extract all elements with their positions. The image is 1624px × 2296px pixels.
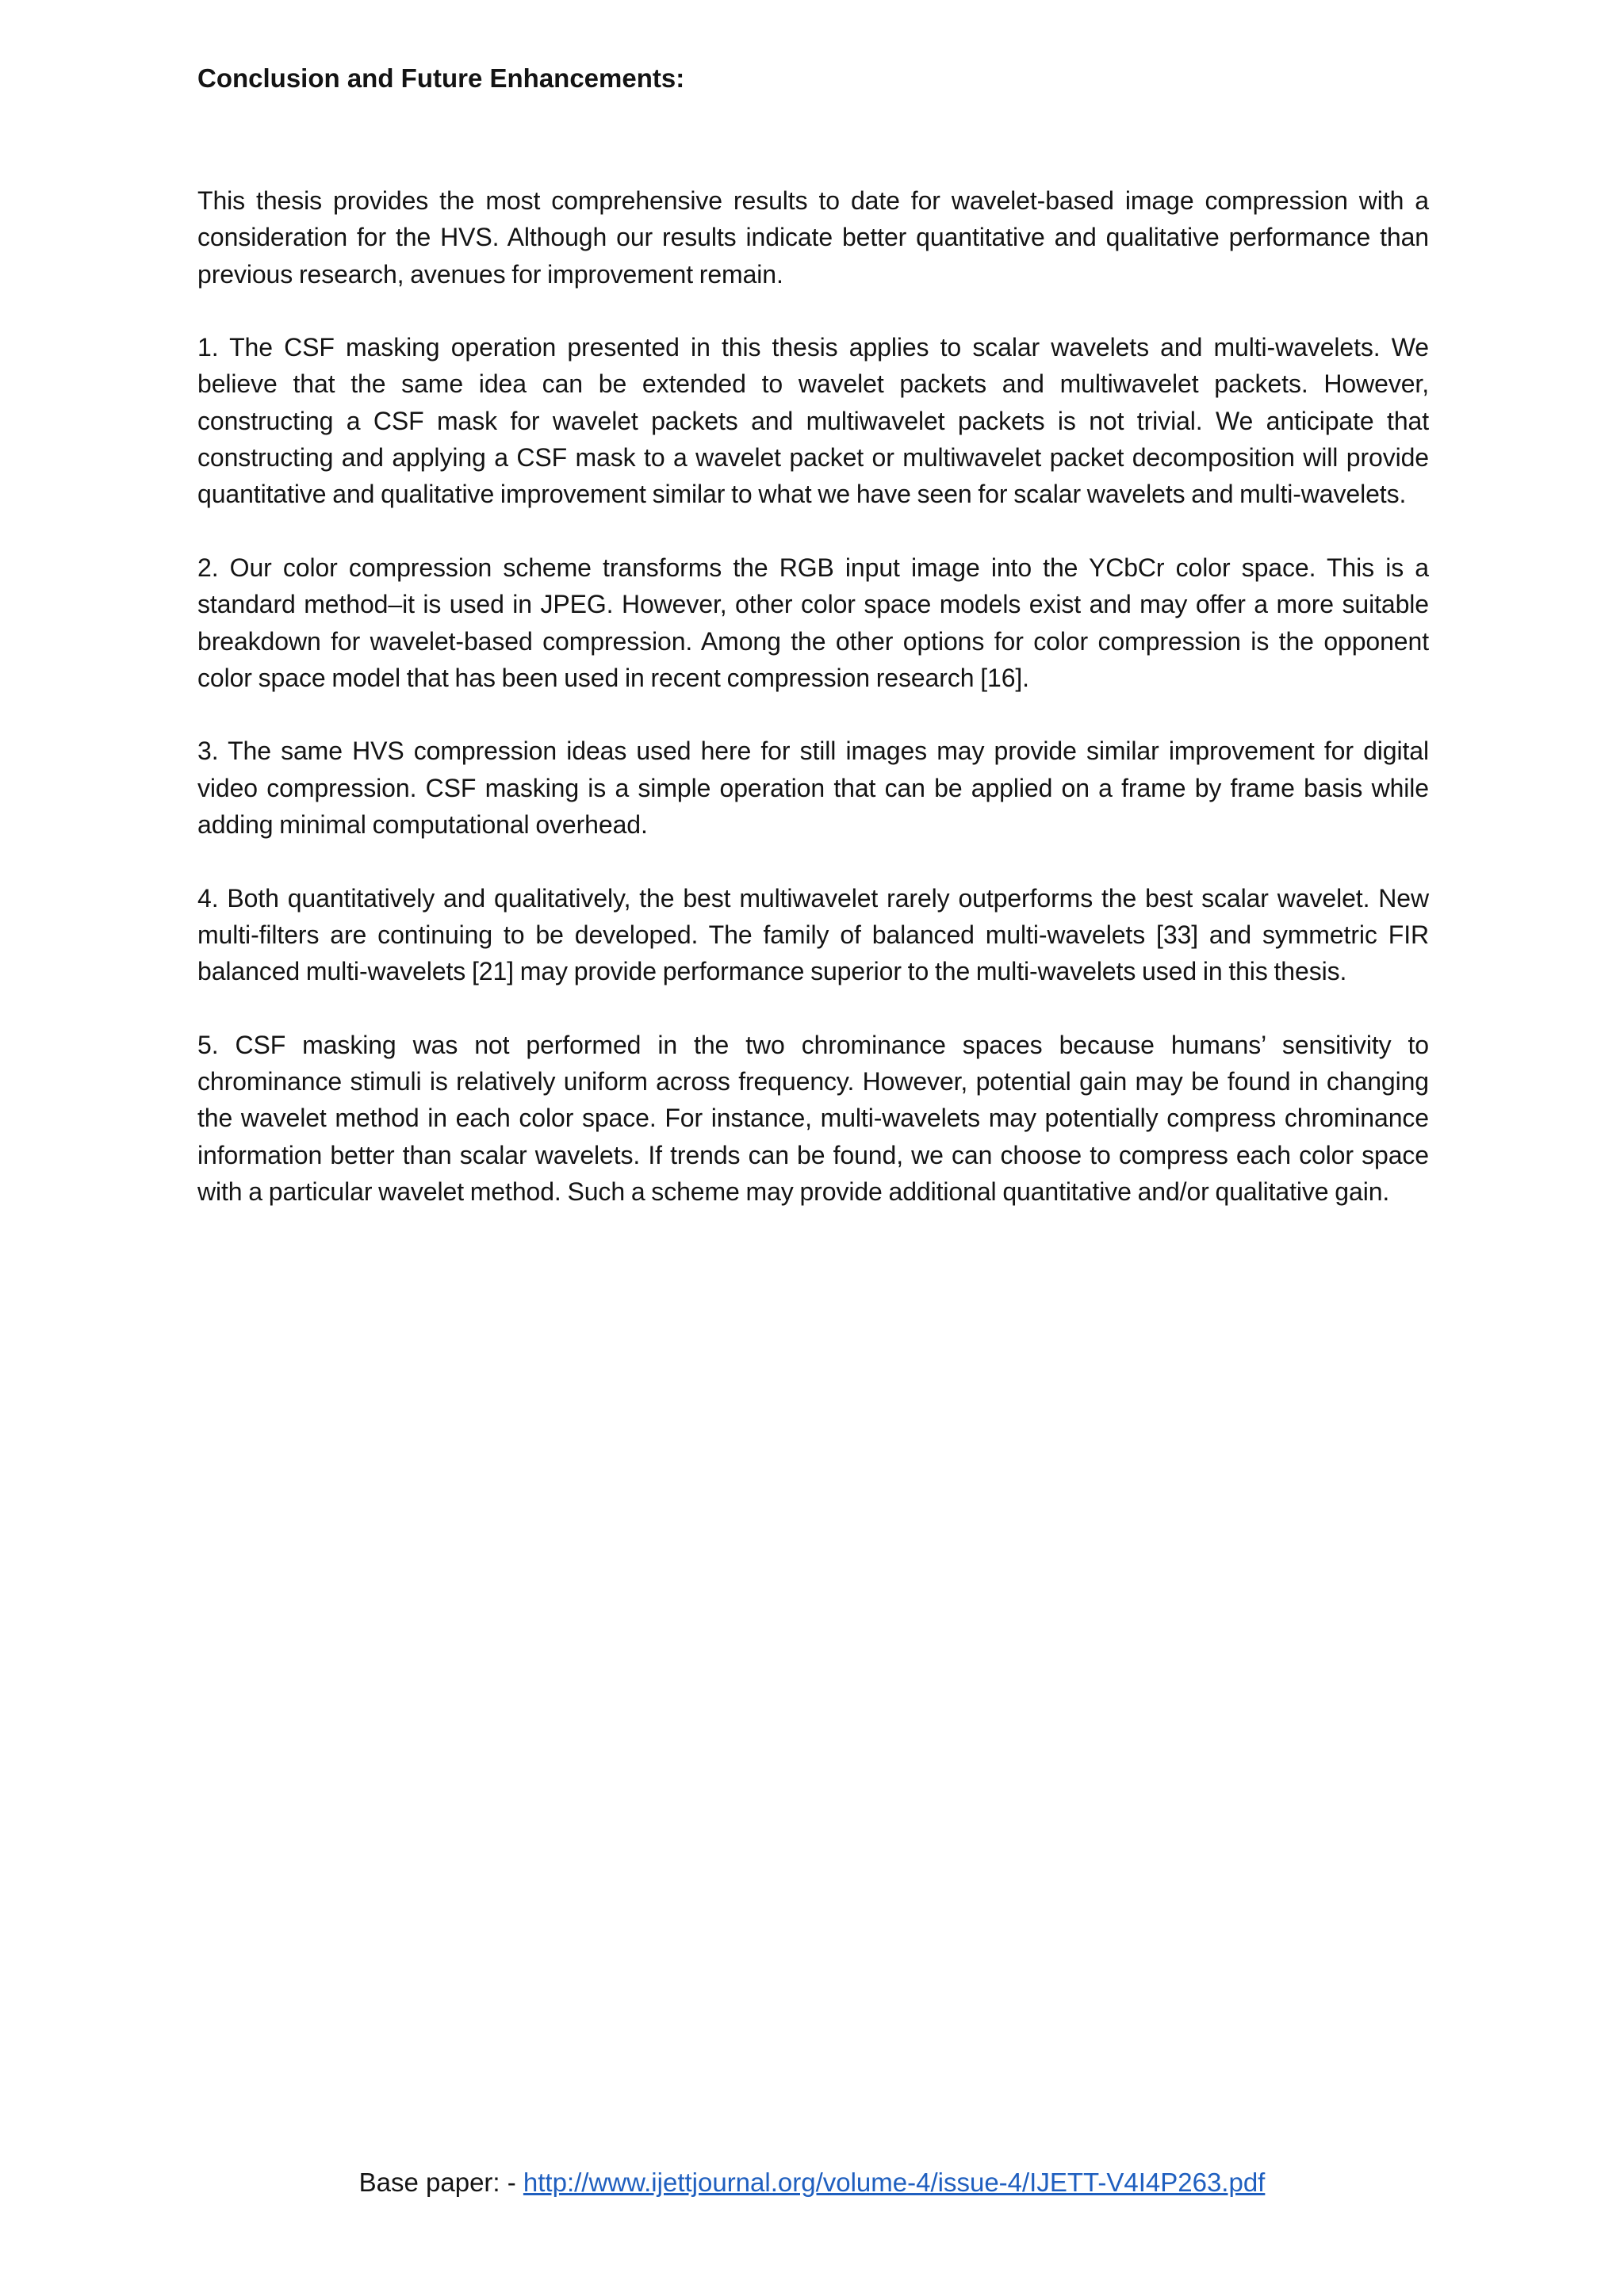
intro-paragraph: This thesis provides the most comprehensive results to date for wavelet-based image compression with a consideration for the HVS. Although our results indicate better quantitative and qualitative performance than previous research, avenues for improvement remain.	[197, 186, 1429, 289]
body-text	[197, 182, 1429, 1247]
enhancement-item-1: 1. The CSF masking operation presented in this thesis applies to scalar wavelets and multi-wavelets. We believe that the same idea can be extended to wavelet packets and multiwavelet packets. However, constructing a CSF mask for wavelet packets and multiwavelet packets is not trivial. We anticipate that constructing and applying a CSF mask to a wavelet packet or multiwavelet packet decomposition will provide quantitative and qualitative improvement similar to what we have seen for scalar wavelets and multi-wavelets.	[197, 333, 1429, 509]
enhancement-item-4: 4. Both quantitatively and qualitatively, the best multiwavelet rarely outperforms the best scalar wavelet. New multi-filters are continuing to be developed. The family of balanced multi-wavelets [33] and symmetric FIR balanced multi-wavelets [21] may provide performance superior to the multi-wavelets used in this thesis.	[197, 883, 1429, 986]
base-paper-label: Base paper: -	[358, 2168, 523, 2197]
enhancement-item-3: 3. The same HVS compression ideas used here for still images may provide similar improvement for digital video compression. CSF masking is a simple operation that can be applied on a frame by frame basis while adding minimal computational overhead.	[197, 737, 1429, 840]
base-paper-link[interactable]: http://www.ijettjournal.org/volume-4/issue-4/IJETT-V4I4P263.pdf	[523, 2168, 1266, 2197]
enhancement-item-5: 5. CSF masking was not performed in the two chrominance spaces because humans’ sensitivity to chrominance stimuli is relatively uniform across frequency. However, potential gain may be found in changing the wavelet method in each color space. For instance, multi-wavelets may potentially compress chrominance information better than scalar wavelets. If trends can be found, we can choose to compress each color space with a particular wavelet method. Such a scheme may provide additional quantitative and/or qualitative gain.	[197, 1030, 1429, 1207]
base-paper-footer	[0, 2164, 1624, 2201]
enhancement-item-2: 2. Our color compression scheme transforms the RGB input image into the YCbCr color space. This is a standard method–it is used in JPEG. However, other color space models exist and may offer a more suitable breakdown for wavelet-based compression. Among the other options for color compression is the opponent color space model that has been used in recent compression research [16].	[197, 553, 1429, 692]
section-heading: Conclusion and Future Enhancements:	[197, 63, 685, 93]
